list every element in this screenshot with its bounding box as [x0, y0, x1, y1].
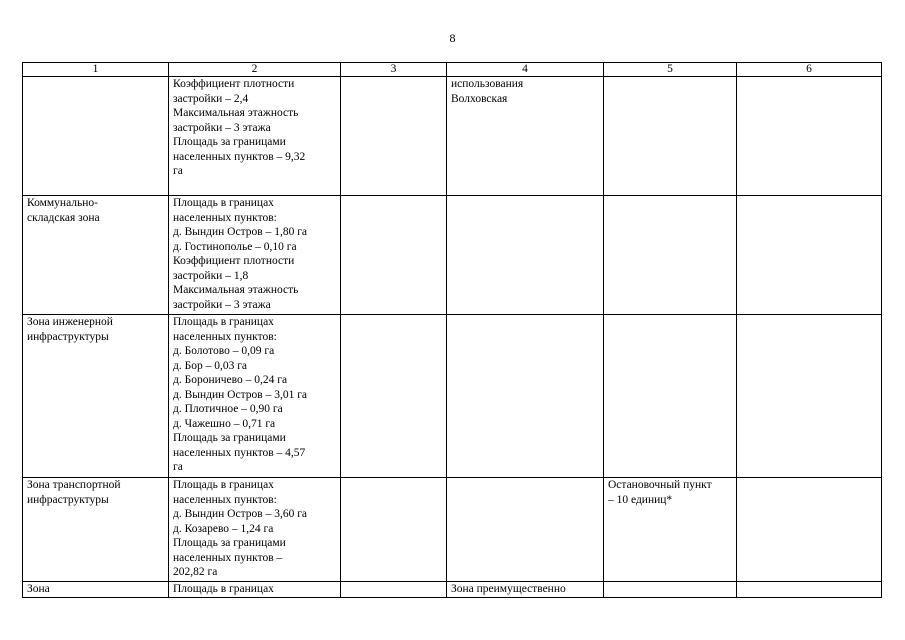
table-cell	[604, 582, 737, 598]
table-cell	[604, 196, 737, 315]
cell-line: складская зона	[27, 211, 100, 224]
cell-line: Площадь в границах	[173, 583, 274, 595]
table-cell	[341, 196, 447, 315]
table-cell	[447, 582, 604, 598]
cell-line: использования	[451, 78, 524, 90]
cell-line: Максимальная этажность	[173, 284, 299, 296]
table-row	[23, 582, 882, 598]
table-cell	[737, 582, 882, 598]
cell-line: населенных пунктов – 9,32	[173, 150, 306, 163]
cell-line: д. Плотичное – 0,90 га	[173, 403, 283, 415]
table-cell	[737, 478, 882, 582]
table-header-row	[23, 63, 882, 77]
cell-line: д. Бор – 0,03 га	[173, 359, 248, 372]
column-header: 6	[737, 63, 882, 77]
cell-line: Зона	[27, 583, 50, 595]
table-cell	[169, 478, 341, 582]
cell-line: д. Вындин Остров – 3,01 га	[173, 388, 308, 401]
table-row	[23, 77, 882, 196]
cell-line: населенных пунктов – 4,57	[173, 446, 306, 459]
table-cell	[604, 77, 737, 196]
table-cell	[169, 196, 341, 315]
table-row	[23, 478, 882, 582]
cell-line: Площадь за границами	[173, 432, 286, 444]
cell-line: д. Козарево – 1,24 га	[173, 522, 274, 535]
cell-line: д. Чажешно – 0,71 га	[173, 417, 276, 430]
table-cell	[447, 77, 604, 196]
cell-line: Коммунально-	[27, 197, 99, 209]
page-number: 8	[449, 31, 456, 45]
column-header: 2	[169, 63, 341, 77]
column-header: 3	[341, 63, 447, 77]
cell-line: Зона транспортной	[27, 479, 121, 491]
cell-line: населенных пунктов:	[173, 493, 277, 506]
cell-line: Площадь за границами	[173, 537, 286, 549]
table-cell	[737, 196, 882, 315]
cell-line: застройки – 1,8	[173, 269, 249, 282]
cell-line: д. Бороничево – 0,24 га	[173, 374, 288, 386]
table-cell	[737, 315, 882, 478]
table-cell	[447, 315, 604, 478]
cell-line: д. Гостинополье – 0,10 га	[173, 240, 297, 253]
table-cell	[169, 315, 341, 478]
cell-line: д. Болотово – 0,09 га	[173, 345, 275, 357]
cell-line: населенных пунктов:	[173, 211, 277, 224]
cell-line: застройки – 3 этажа	[173, 121, 271, 134]
cell-line: Площадь в границах	[173, 479, 274, 491]
table-cell	[604, 478, 737, 582]
table-cell	[737, 77, 882, 196]
table-row	[23, 315, 882, 478]
cell-line: Коэффициент плотности	[173, 78, 295, 90]
table-row	[23, 196, 882, 315]
table-cell	[23, 478, 169, 582]
table-cell	[23, 196, 169, 315]
cell-line: 202,82 га	[173, 566, 218, 578]
table-cell	[447, 478, 604, 582]
cell-line: застройки – 2,4	[173, 92, 249, 105]
cell-line: Площадь в границах	[173, 316, 274, 328]
column-header: 5	[604, 63, 737, 77]
cell-line: Зона инженерной	[27, 316, 113, 328]
table-cell	[604, 315, 737, 478]
table-cell	[169, 77, 341, 196]
cell-line: га	[173, 165, 183, 177]
cell-line: Волховская	[451, 92, 508, 105]
cell-line: Коэффициент плотности	[173, 255, 295, 267]
cell-line: инфраструктуры	[27, 330, 109, 343]
column-header: 4	[447, 63, 604, 77]
table-cell	[169, 582, 341, 598]
cell-line: Остановочный пункт	[608, 479, 712, 491]
cell-line: д. Вындин Остров – 1,80 га	[173, 226, 308, 238]
table-cell	[341, 315, 447, 478]
cell-line: инфраструктуры	[27, 493, 109, 506]
table-cell	[341, 582, 447, 598]
cell-line: – 10 единиц*	[608, 493, 673, 506]
table-cell	[23, 77, 169, 196]
cell-line: населенных пунктов:	[173, 330, 277, 343]
cell-line: застройки – 3 этажа	[173, 298, 271, 311]
cell-line: Зона преимущественно	[451, 583, 566, 595]
table-cell	[341, 77, 447, 196]
table-cell	[447, 196, 604, 315]
table-cell	[23, 582, 169, 598]
cell-line: га	[173, 461, 183, 473]
column-header: 1	[23, 63, 169, 77]
cell-line: Площадь за границами	[173, 136, 286, 148]
table-cell	[23, 315, 169, 478]
cell-line: д. Вындин Остров – 3,60 га	[173, 508, 308, 520]
cell-line: Максимальная этажность	[173, 107, 299, 119]
table-cell	[341, 478, 447, 582]
cell-line: Площадь в границах	[173, 197, 274, 209]
cell-line: населенных пунктов –	[173, 551, 283, 564]
zones-table	[22, 62, 882, 598]
